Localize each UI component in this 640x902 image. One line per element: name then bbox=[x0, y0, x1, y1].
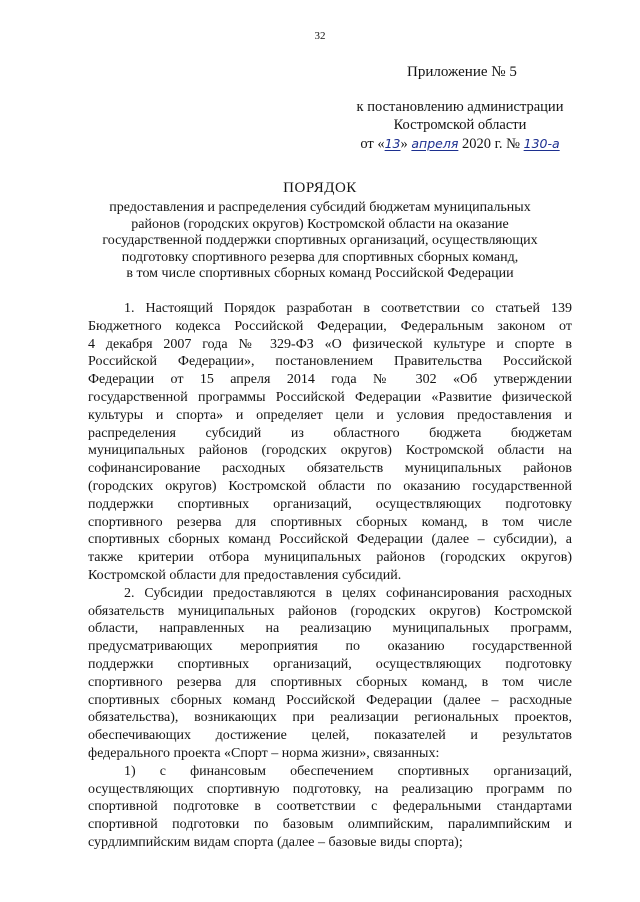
paragraph-line: Федерации от 15 апреля 2014 года № 302 «Об утверждении bbox=[88, 372, 572, 388]
appendix-label: Приложение № 5 bbox=[407, 64, 517, 80]
subitem-line: 1) с финансовым обеспечением спортивных организаций, bbox=[124, 763, 572, 779]
date-prefix: от « bbox=[360, 136, 385, 152]
resolution-reference bbox=[350, 99, 570, 154]
paragraph-line: Костромской области для предоставления субсидий. bbox=[88, 567, 402, 583]
subitem-1 bbox=[88, 763, 572, 852]
subtitle-line: районов (городских округов) Костромской области на оказание bbox=[131, 216, 509, 232]
resolution-date-line bbox=[350, 135, 570, 154]
paragraph-line: (городских округов) Костромской области по оказанию государственной bbox=[88, 478, 572, 494]
subtitle-line: государственной поддержки спортивных организаций, осуществляющих bbox=[102, 233, 538, 249]
paragraph-line: софинансирование расходных обязательств муниципальных районов bbox=[88, 461, 572, 477]
document-subtitle bbox=[90, 200, 550, 283]
date-mid: » bbox=[400, 136, 408, 152]
handwritten-month: апреля bbox=[411, 136, 459, 151]
subitem-line: спортивной подготовке в соответствии с федеральными стандартами bbox=[88, 799, 572, 815]
paragraph-line: спортивных сборных команд Российской Федерации (далее – расходные bbox=[88, 692, 572, 708]
subitem-line: спортивной подготовки по базовым олимпийским, паралимпийским и bbox=[88, 817, 572, 833]
paragraph-line: культуры и спорта» и определяет цели и условия предоставления и bbox=[88, 407, 572, 423]
paragraph-2 bbox=[88, 585, 572, 763]
subtitle-line: подготовку спортивного резерва для спортивных сборных команд, bbox=[121, 249, 519, 265]
paragraph-line: государственной программы Российской Федерации «Развитие физической bbox=[88, 389, 572, 405]
paragraph-line: спортивного резерва для спортивных сборных команд, в том числе bbox=[88, 514, 572, 530]
paragraph-line: поддержки спортивных организаций, осуществляющих подготовку bbox=[88, 656, 572, 672]
paragraph-line: также критерии отбора муниципальных районов (городских округов) bbox=[88, 550, 572, 566]
document-body bbox=[88, 300, 572, 852]
paragraph-line: обеспечивающих достижение целей, показателей и результатов bbox=[88, 728, 572, 744]
subitem-line: осуществляющих спортивную подготовку, на реализацию программ по bbox=[88, 781, 572, 797]
paragraph-line: 2. Субсидии предоставляются в целях софинансирования расходных bbox=[124, 585, 572, 601]
paragraph-line: спортивных сборных команд Российской Федерации (далее – субсидии), а bbox=[88, 532, 572, 548]
paragraph-line: предусматривающих мероприятия по оказанию государственной bbox=[88, 639, 572, 655]
paragraph-line: обязательства), возникающих при реализации региональных проектов, bbox=[88, 710, 572, 726]
handwritten-day: 13 bbox=[384, 136, 401, 151]
date-year: 2020 г. № bbox=[461, 136, 521, 152]
resolution-line: к постановлению администрации bbox=[356, 99, 564, 115]
paragraph-line: области, направленных на реализацию муниципальных программ, bbox=[88, 621, 572, 637]
paragraph-line: обязательств муниципальных районов (городских округов) Костромской bbox=[88, 603, 572, 619]
paragraph-line: спортивного резерва для спортивных сборных команд, в том числе bbox=[88, 674, 572, 690]
paragraph-line: поддержки спортивных организаций, осуществляющих подготовку bbox=[88, 496, 572, 512]
paragraph-line: распределения субсидий из областного бюджета бюджетам bbox=[88, 425, 572, 441]
page-number: 32 bbox=[314, 30, 326, 42]
handwritten-number: 130-а bbox=[523, 136, 560, 151]
subtitle-line: в том числе спортивных сборных команд Российской Федерации bbox=[126, 266, 514, 282]
paragraph-line: 4 декабря 2007 года № 329-ФЗ «О физической культуре и спорте в bbox=[88, 336, 572, 352]
subtitle-line: предоставления и распределения субсидий бюджетам муниципальных bbox=[109, 200, 531, 215]
document-title: ПОРЯДОК bbox=[283, 180, 357, 196]
paragraph-line: Российской Федерации», постановлением Правительства Российской bbox=[88, 354, 572, 370]
paragraph-1 bbox=[88, 300, 572, 585]
paragraph-line: Бюджетного кодекса Российской Федерации, Федеральным законом от bbox=[88, 318, 572, 334]
paragraph-line: федерального проекта «Спорт – норма жизни», связанных: bbox=[88, 745, 440, 761]
resolution-region: Костромской области bbox=[393, 116, 527, 133]
subitem-line: сурдлимпийским видам спорта (далее – базовые виды спорта); bbox=[88, 834, 463, 850]
paragraph-line: 1. Настоящий Порядок разработан в соответствии со статьей 139 bbox=[124, 301, 572, 316]
paragraph-line: муниципальных районов (городских округов) Костромской области на bbox=[88, 443, 572, 459]
